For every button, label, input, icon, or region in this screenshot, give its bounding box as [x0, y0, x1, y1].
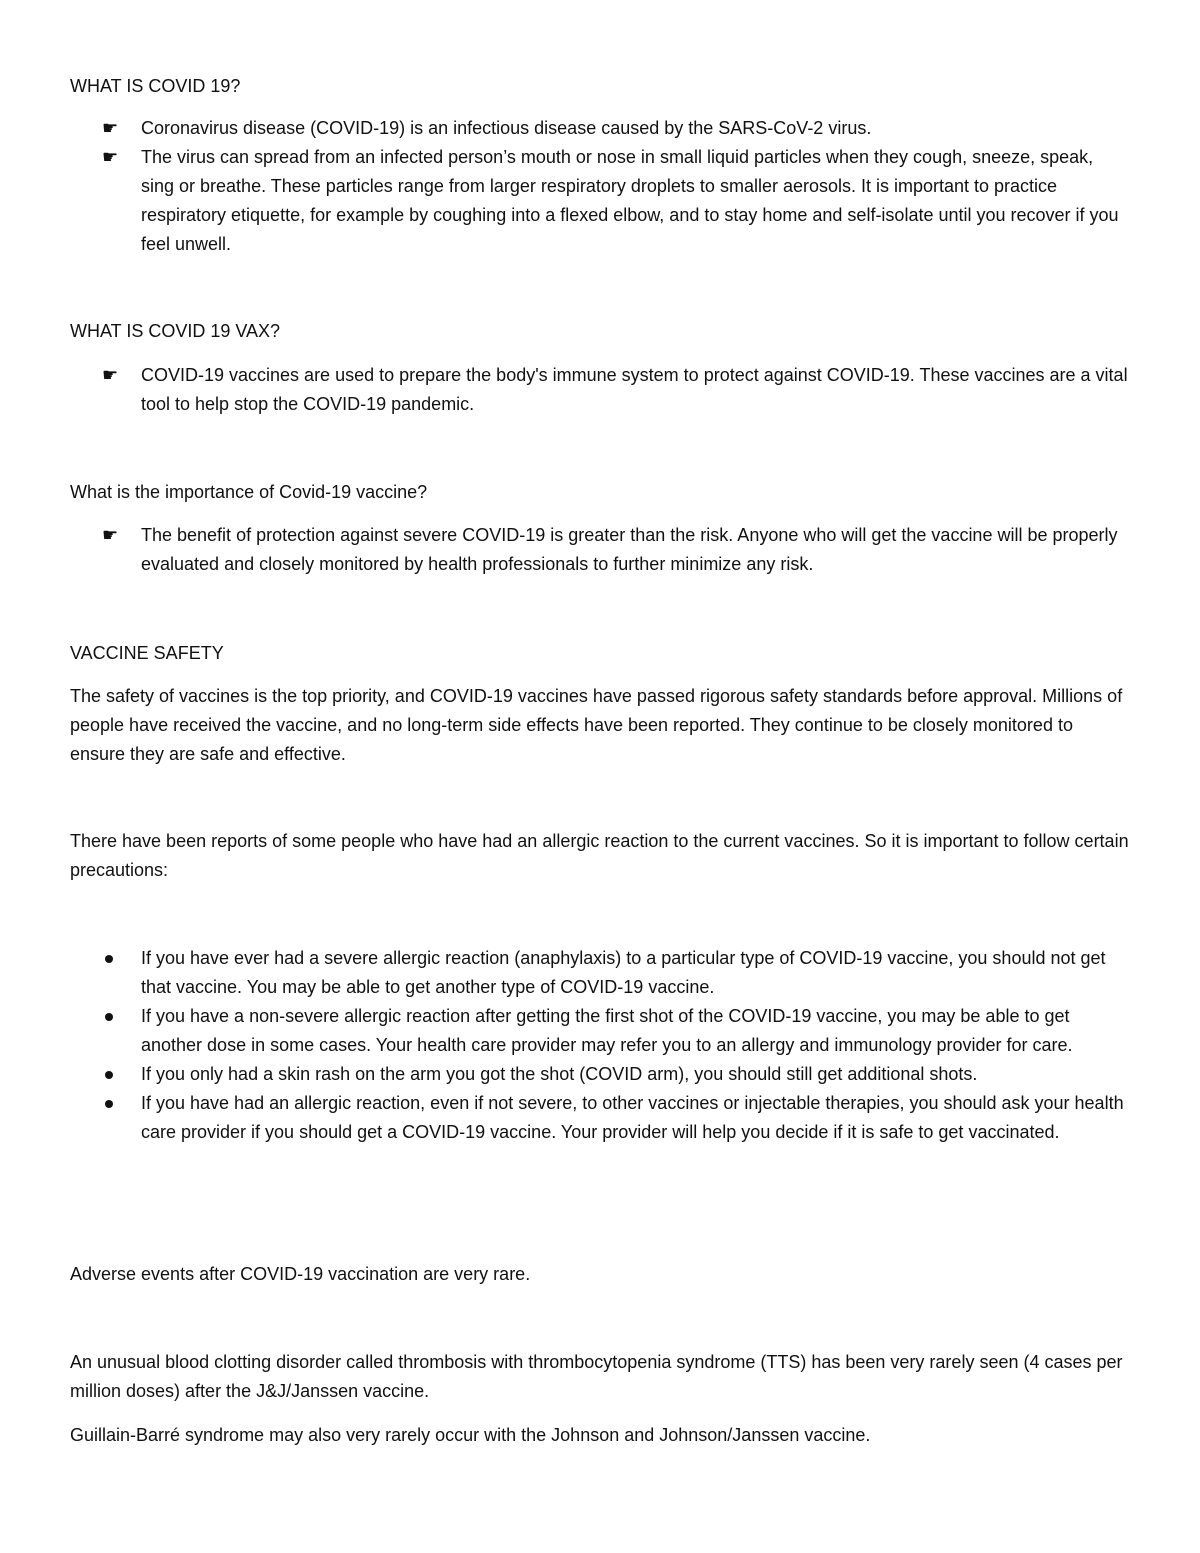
list-item — [70, 944, 1130, 1002]
list-item-text: If you only had a skin rash on the arm you got the shot (COVID arm), you should still get additional shots. — [141, 1064, 978, 1084]
importance-list — [70, 521, 1130, 579]
round-bullet-icon — [105, 955, 113, 963]
list-item — [70, 143, 1130, 259]
pointing-hand-icon: ☛ — [102, 365, 119, 386]
pointing-hand-icon: ☛ — [102, 118, 119, 139]
tts-paragraph: An unusual blood clotting disorder called thrombosis with thrombocytopenia syndrome (TTS) has been very rarely seen (4 cases per million doses) after the J&J/Janssen vaccine. — [70, 1352, 1123, 1401]
what-is-covid-list — [70, 114, 1130, 259]
list-item — [70, 521, 1130, 579]
heading-vaccine-safety: VACCINE SAFETY — [70, 643, 224, 663]
list-item — [70, 1002, 1130, 1060]
list-item — [70, 1060, 1130, 1089]
list-item — [70, 361, 1130, 419]
heading-what-is-covid: WHAT IS COVID 19? — [70, 76, 241, 96]
heading-what-is-vax: WHAT IS COVID 19 VAX? — [70, 321, 281, 341]
round-bullet-icon — [105, 1013, 113, 1021]
round-bullet-icon — [105, 1100, 113, 1108]
list-item — [70, 114, 1130, 143]
list-item-text: If you have had an allergic reaction, even if not severe, to other vaccines or injectable therapies, you should ask your health care provider if you should get a COVID-19 vaccine. Your provider will help you decide if it is safe to get vaccinated. — [141, 1093, 1124, 1142]
precautions-list — [70, 944, 1130, 1147]
list-item-text: If you have a non-severe allergic reaction after getting the first shot of the COVID-19 vaccine, you may be able to get another dose in some cases. Your health care provider may refer you to an allergy and immunology provider for care. — [141, 1006, 1073, 1055]
round-bullet-icon — [105, 1071, 113, 1079]
list-item-text: The virus can spread from an infected person’s mouth or nose in small liquid particles when they cough, sneeze, speak, sing or breathe. These particles range from larger respiratory droplets to smaller aerosols. It is important to practice respiratory etiquette, for example by coughing into a flexed elbow, and to stay home and self-isolate until you recover if you feel unwell. — [141, 147, 1119, 254]
list-item-text: The benefit of protection against severe COVID-19 is greater than the risk. Anyone who will get the vaccine will be properly evaluated and closely monitored by health professionals to further minimize any risk. — [141, 525, 1118, 574]
heading-importance: What is the importance of Covid-19 vaccine? — [70, 482, 428, 502]
list-item — [70, 1089, 1130, 1147]
guillain-barre-paragraph: Guillain-Barré syndrome may also very rarely occur with the Johnson and Johnson/Janssen vaccine. — [70, 1425, 871, 1445]
pointing-hand-icon: ☛ — [102, 525, 119, 546]
adverse-events-paragraph: Adverse events after COVID-19 vaccination are very rare. — [70, 1264, 531, 1284]
list-item-text: COVID-19 vaccines are used to prepare the body's immune system to protect against COVID-19. These vaccines are a vital tool to help stop the COVID-19 pandemic. — [141, 365, 1128, 414]
pointing-hand-icon: ☛ — [102, 147, 119, 168]
safety-paragraph: The safety of vaccines is the top priority, and COVID-19 vaccines have passed rigorous safety standards before approval. Millions of people have received the vaccine, and no long-term side effects have been reported. They continue to be closely monitored to ensure they are safe and effective. — [70, 686, 1123, 764]
list-item-text: Coronavirus disease (COVID-19) is an infectious disease caused by the SARS-CoV-2 virus. — [141, 118, 872, 138]
allergy-paragraph: There have been reports of some people who have had an allergic reaction to the current vaccines. So it is important to follow certain precautions: — [70, 831, 1129, 880]
vax-list — [70, 361, 1130, 419]
list-item-text: If you have ever had a severe allergic reaction (anaphylaxis) to a particular type of COVID-19 vaccine, you should not get that vaccine. You may be able to get another type of COVID-19 vaccine. — [141, 948, 1106, 997]
